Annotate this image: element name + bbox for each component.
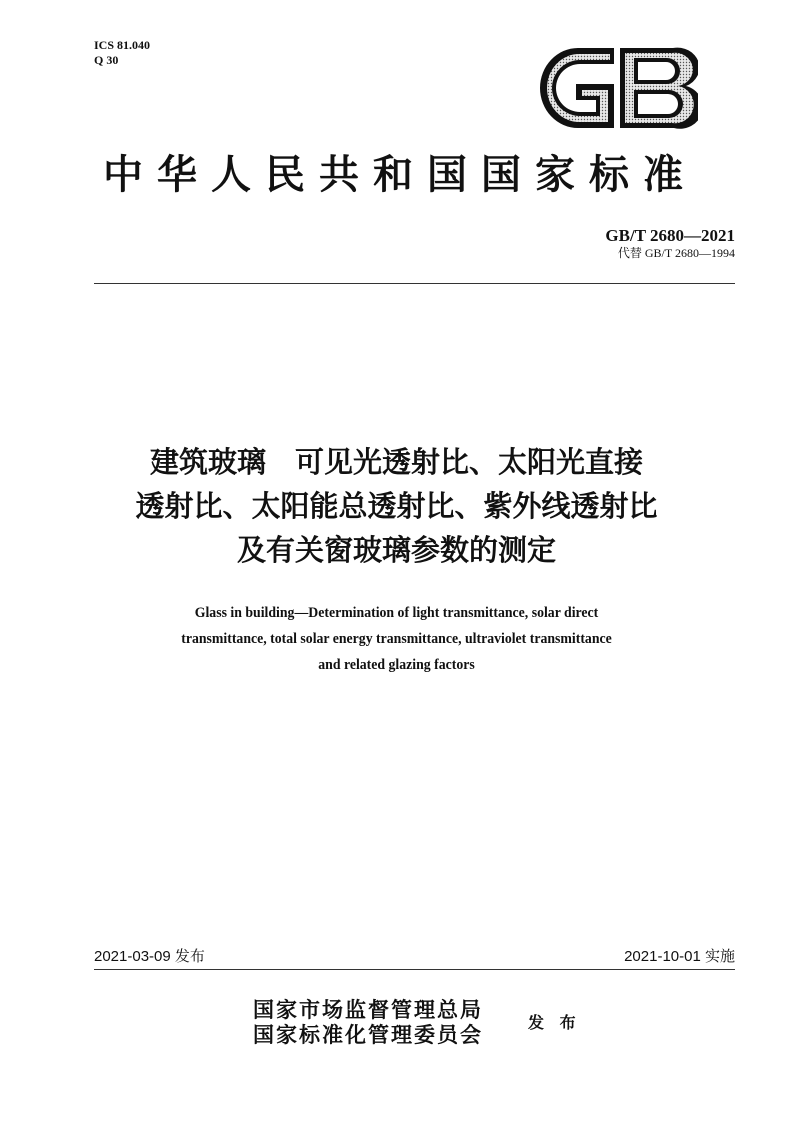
issuing-authorities (253, 997, 483, 1047)
bottom-divider (94, 969, 735, 970)
implementation-date: 2021-10-01 实施 (624, 948, 735, 965)
english-title-line: Glass in building—Determination of light transmittance, solar direct (194, 605, 599, 621)
issue-date: 2021-03-09 发布 (94, 948, 205, 965)
chinese-title-line: 透射比、太阳能总透射比、紫外线透射比 (135, 489, 658, 523)
english-title-line: and related glazing factors (318, 657, 475, 673)
chinese-title-line: 及有关窗玻璃参数的测定 (236, 533, 556, 567)
ics-code: ICS 81.040 (94, 38, 151, 52)
ccs-code: Q 30 (94, 53, 119, 67)
national-standard-heading: 中华人民共和国国家标准 (103, 151, 697, 198)
chinese-title (40, 440, 753, 572)
classification-codes (94, 38, 150, 68)
gb-logo (538, 46, 698, 130)
issuer-samr: 国家市场监督管理总局 (253, 997, 483, 1022)
publish-label: 发 布 (528, 1013, 581, 1032)
chinese-title-line: 建筑玻璃 可见光透射比、太阳光直接 (149, 445, 643, 479)
replaces-standard: 代替 GB/T 2680—1994 (617, 246, 735, 260)
top-divider (94, 283, 735, 284)
standard-number: GB/T 2680—2021 (605, 226, 735, 245)
english-title-line: transmittance, total solar energy transmittance, ultraviolet transmittance (181, 631, 612, 647)
standard-number-block (605, 226, 735, 261)
issuer-sac: 国家标准化管理委员会 (253, 1022, 483, 1047)
english-title (40, 600, 753, 678)
